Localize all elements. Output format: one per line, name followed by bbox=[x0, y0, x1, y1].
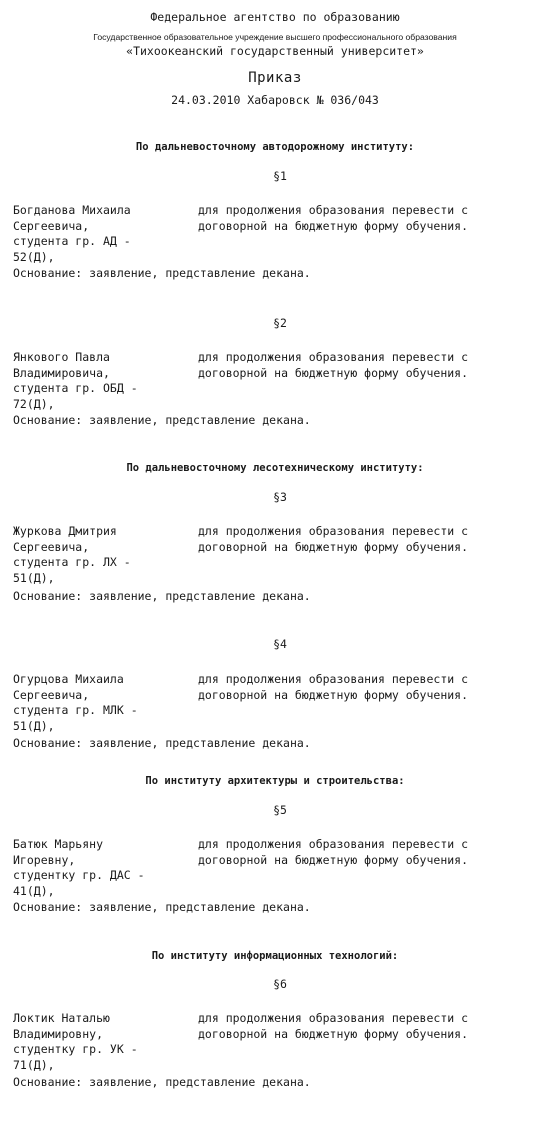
student-line: студента гр. ЛХ - bbox=[13, 555, 131, 569]
order-action bbox=[198, 1011, 518, 1042]
date-and-number: 24.03.2010 Хабаровск № 036/043 bbox=[171, 93, 379, 107]
action-line: договорной на бюджетную форму обучения. bbox=[198, 852, 469, 867]
action-line: для продолжения образования перевести с bbox=[198, 1011, 469, 1025]
student-line: студентку гр. ДАС - bbox=[13, 868, 145, 882]
order-basis: Основание: заявление, представление декана. bbox=[13, 589, 311, 603]
student-line: 71(Д), bbox=[13, 1057, 55, 1072]
student-line: 72(Д), bbox=[13, 396, 55, 411]
university-name: «Тихоокеанский государственный университет» bbox=[126, 44, 424, 58]
order-basis: Основание: заявление, представление декана. bbox=[13, 900, 311, 914]
student-line: Янкового Павла bbox=[13, 350, 110, 364]
section-heading: По институту архитектуры и строительства: bbox=[145, 775, 405, 787]
order-action bbox=[198, 837, 518, 868]
paragraph-number: §5 bbox=[273, 803, 287, 817]
student-line: студента гр. АД - bbox=[13, 234, 131, 248]
student-line: Сергеевича, bbox=[13, 218, 90, 233]
student-line: Владимировну, bbox=[13, 1026, 104, 1041]
order-basis: Основание: заявление, представление декана. bbox=[13, 1075, 311, 1089]
student-line: студента гр. ОБД - bbox=[13, 381, 138, 395]
student-name-block bbox=[13, 524, 183, 586]
action-line: для продолжения образования перевести с bbox=[198, 837, 469, 851]
paragraph-number: §2 bbox=[273, 316, 287, 330]
student-line: студента гр. МЛК - bbox=[13, 703, 138, 717]
student-line: 41(Д), bbox=[13, 883, 55, 898]
section-heading: По дальневосточному автодорожному институту: bbox=[135, 141, 415, 153]
order-basis: Основание: заявление, представление декана. bbox=[13, 736, 311, 750]
order-action bbox=[198, 524, 518, 555]
student-name-block bbox=[13, 672, 183, 734]
student-line: Владимировича, bbox=[13, 365, 110, 380]
student-line: 51(Д), bbox=[13, 718, 55, 733]
student-line: Сергеевича, bbox=[13, 687, 90, 702]
order-basis: Основание: заявление, представление декана. bbox=[13, 266, 311, 280]
student-line: Батюк Марьяну bbox=[13, 837, 104, 851]
student-line: Огурцова Михаила bbox=[13, 672, 124, 686]
section-heading: По институту информационных технологий: bbox=[151, 950, 399, 962]
student-name-block bbox=[13, 1011, 183, 1073]
student-line: Сергеевича, bbox=[13, 539, 90, 554]
order-basis: Основание: заявление, представление декана. bbox=[13, 413, 311, 427]
action-line: договорной на бюджетную форму обучения. bbox=[198, 687, 469, 702]
action-line: договорной на бюджетную форму обучения. bbox=[198, 218, 469, 233]
order-action bbox=[198, 350, 518, 381]
order-action bbox=[198, 672, 518, 703]
paragraph-number: §6 bbox=[273, 977, 287, 991]
document-title: Приказ bbox=[248, 70, 302, 86]
student-line: 52(Д), bbox=[13, 249, 55, 264]
student-line: 51(Д), bbox=[13, 570, 55, 585]
action-line: для продолжения образования перевести с bbox=[198, 203, 469, 217]
paragraph-number: §1 bbox=[273, 169, 287, 183]
agency-name: Федеральное агентство по образованию bbox=[150, 10, 400, 24]
action-line: договорной на бюджетную форму обучения. bbox=[198, 365, 469, 380]
action-line: договорной на бюджетную форму обучения. bbox=[198, 1026, 469, 1041]
paragraph-number: §4 bbox=[273, 637, 287, 651]
student-line: Богданова Михаила bbox=[13, 203, 131, 217]
action-line: договорной на бюджетную форму обучения. bbox=[198, 539, 469, 554]
order-action bbox=[198, 203, 518, 234]
student-name-block bbox=[13, 837, 183, 899]
student-name-block bbox=[13, 203, 183, 265]
student-line: Игоревну, bbox=[13, 852, 76, 867]
student-line: студентку гр. УК - bbox=[13, 1042, 138, 1056]
action-line: для продолжения образования перевести с bbox=[198, 524, 469, 538]
institution-name: Государственное образовательное учреждение высшего профессионального образования bbox=[93, 32, 457, 42]
paragraph-number: §3 bbox=[273, 490, 287, 504]
section-heading: По дальневосточному лесотехническому институту: bbox=[126, 462, 424, 474]
student-name-block bbox=[13, 350, 183, 412]
action-line: для продолжения образования перевести с bbox=[198, 350, 469, 364]
student-line: Локтик Наталью bbox=[13, 1011, 110, 1025]
action-line: для продолжения образования перевести с bbox=[198, 672, 469, 686]
student-line: Журкова Дмитрия bbox=[13, 524, 117, 538]
